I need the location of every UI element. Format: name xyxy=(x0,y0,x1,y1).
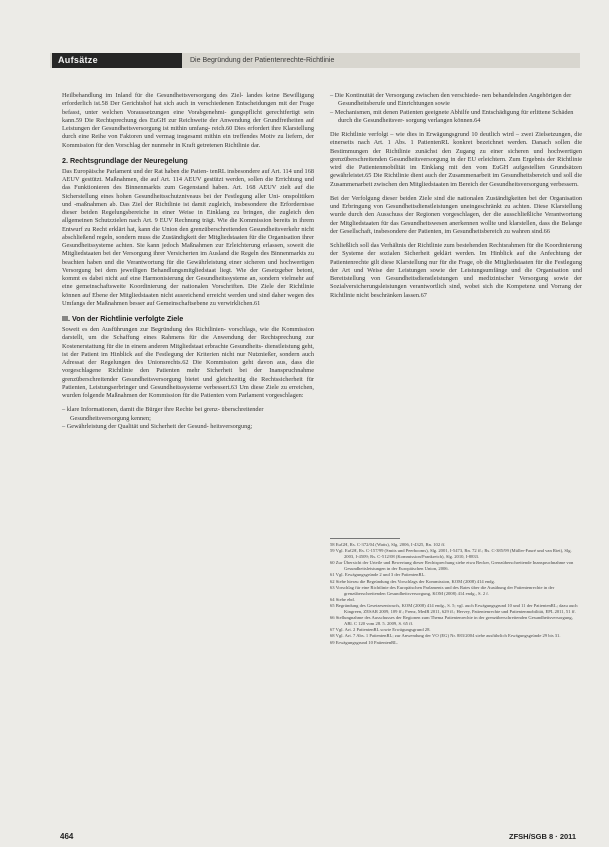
footnote: 61 Vgl. Erwägungsgründe 2 und 3 der PatientenRL. xyxy=(330,572,426,578)
footnote: 58 EuGH, Rs. C-372/04 (Watts), Slg. 2006, I-4325, Rn. 102 ff. xyxy=(330,542,446,547)
running-title: Die Begründung der Patientenrechte-Richtlinie xyxy=(190,57,335,64)
section-heading: 2. Rechtsgrundlage der Neuregelung xyxy=(62,155,188,165)
list-item: – Mechanismen, mit denen Patienten geeignete Abhilfe und Entschädigung für erlittene Schäden durch die Gesundheitsver- sorgung verlangen können.64 xyxy=(330,108,574,124)
section-tag-label: Aufsätze xyxy=(58,55,98,65)
right-column xyxy=(330,92,582,306)
footnote-divider xyxy=(330,538,400,539)
paragraph: Heilbehandlung im Inland für die Gesundheitsversorgung des Ziel- landes keine Bewilligung erforderlich ist.58 Der Gerichtshof hat sich auch in verschiedenen Entscheidungen mit der Frage befasst, unter welchen Voraussetzungen eine Vorabgenehmi- gungspflicht gerechtfertigt sein kann.59 Die Rechtsprechung des EuGH zur Reichweite der Anwendung der Grundfreiheiten auf Leistungen der Gesundheitsversorgung ist mithin umfang- reich.60 Dies erfordert ihre Klarstellung durch eine Reihe von Faktoren und vermag insgesamt mithin ein treffendes Motiv zu liefern, der Kommission für den Vorschlag der nunmehr in Kraft getretenen Richtlinie dar. xyxy=(62,92,314,149)
footnote: 68 Vgl. Art. 7 Abs. 1 PatientenRL; zur Anwendung der VO (EG) Nr. 883/2004 siehe ausführlich Erwägungsgründe 29 bis 31. xyxy=(330,633,561,639)
footnote: 67 Vgl. Art. 2 PatientenRL sowie Erwägungsgrund 28. xyxy=(330,627,431,633)
footnote: 64 Siehe ebd. xyxy=(330,596,355,602)
footnotes xyxy=(330,542,582,646)
left-column xyxy=(62,92,314,431)
section-heading: III. Von der Richtlinie verfolgte Ziele xyxy=(62,314,184,323)
footnote: 60 Zur Übersicht der Urteile und Bewertung dieser Rechtsprechung siehe etwa Becker, Grenzüberschreitende Inanspruchnahme von Gesundheitsleistungen in der Europäischen Union, 2006. xyxy=(330,560,574,572)
footnote: 62 Siehe hierzu die Begründung des Vorschlags der Kommission, KOM (2008) 414 endg. xyxy=(330,578,495,584)
paragraph: Die Richtlinie verfolgt – wie dies in Erwägungsgrund 10 deutlich wird – zwei Zielsetzungen, die einerseits nach Art. 1 Abs. 1 PatientenRL konkret bezeichnet werden. Danach sollen die Bestimmungen der Richtlinie zunächst den Zugang zu einer sicheren und hochwertigen grenzüberschreitenden Gesundheitsversorgung in der EU erleichtern. Zum Ergebnis der Richtlinie wird die Patientenmobilität im Einklang mit den vom EuGH aufgestellten Grundsätzen gewährleistet.65 Die Richtlinie dient auch der Zusammenarbeit im Gesundheitsbereich und soll die Zusammenarbeit zwischen den Mitgliedstaaten im Bereich der Gesundheitsversorgung verbessern. xyxy=(330,131,582,188)
footnote: 66 Stellungnahme des Ausschusses der Regionen zum Thema Patientenrechte in der grenzüberschreitenden Gesundheitsversorgung, ABl. C 120 vom 28. 5. 2009, S. 65 ff. xyxy=(330,615,573,627)
journal-citation: ZFSH/SGB 8 · 2011 xyxy=(509,832,577,841)
page-number: 464 xyxy=(60,832,74,841)
list-item: – Die Kontinuität der Versorgung zwischen den verschiede- nen behandelnden Angehörigen der Gesundheitsberufe und Einrichtungen sowie xyxy=(330,92,572,108)
paragraph: Das Europäische Parlament und der Rat haben die Patien- tenRL insbesondere auf Art. 114 und 168 AEUV gestützt. Maßnahmen, die auf Art. 114 AEUV gestützt werden, sollen die Errichtung und das Funktionieren des Binnenmarkts zum Gegenstand haben. Art. 168 AEUV zielt auf die Sicherstellung eines hohen Gesundheitsschutzniveaus bei der Festlegung aller Uni- onspolitiken und -maßnahmen ab. Das Ziel der Richtlinie ist damit zugleich, insbesondere die Erfordernisse dieser beiden Regelungsbereiche in einer Weise in Einklang zu bringen, die zugleich den allgemeinen Schutzzielen nach Art. 9 EUV Rechnung trägt. Wie die Kommission bereits in ihrem Entwurf zu Recht erklärt hat, kann die Union den grenzüberschreitenden Gesundheitsverkehr nicht abschließend regeln, sondern muss die Zuständigkeit der Mitgliedstaaten für die Organisation ihrer Gesundheitssysteme achten. Sie kann jedoch Maßnahmen zur Erleichterung erlassen, soweit die Mitgliedstaaten bei der Versorgung ihrer Versicherten im Ausland die Regeln des Binnenmarkts zu beachten haben und die Verantwortung für die Gewährleistung einer sicheren und hochwertigen Versorgung bei dem jeweiligen Behandlungsmitgliedstaat liegt. Wie der Gesetzgeber betont, kommt es dabei nicht auf eine Harmonisierung der Gesundheitssysteme an, sondern vielmehr auf eine gemeinschaftsweite Koordinierung der nationalen Vorschriften. Die Ziele der Richtlinie können auf Ebene der Mitgliedstaaten nicht ausreichend erreicht werden und sind daher wegen des Umfangs der Maßnahmen besser auf Gemeinschaftsebene zu verwirklichen.61 xyxy=(62,167,314,307)
footnote: 65 Begründung des Gesetzesentwurfs, KOM (2008) 414 endg., S. 5; vgl. auch Erwägungsgrund 10 und 11 der PatientenRL; dazu auch Kingreen, ZESAR 2009, 109 ff.; Frenz, MedR 2011, 629 ff.; Hervey, Patientenrechte und Patientenmobilität, EPL 2011, 51 ff. xyxy=(330,602,578,615)
paragraph: Soweit es den Ausführungen zur Begründung des Richtlinien- vorschlags, wie die Kommission darstellt, um die Schaffung eines Rahmens für die Anwendung der Rechtsprechung zur Kostenerstattung für die in einem anderen Mitgliedstaat erbrachte Gesundheits- dienstleistung geht, ist der Patient im Hinblick auf die Festlegung der Kriterien nicht nur Nutznießer, sondern auch Adressat der Regelungen des Unionsrechts.62 Die Kommission geht davon aus, dass die vorgeschlagene Richtlinie den Patienten mehr Sicherheit bei der Inanspruchnahme grenzüberschreitender Gesundheitsversorgung bietet und gleichzeitig die Rechtssicherheit für Patienten, Leistungserbringer und Gesundheitssysteme verbessert.63 Um diese Ziele zu erreichen, wurden folgende Maßnahmen der Kommission für die Patienten vom Parlament vorgeschlagen: xyxy=(62,326,314,399)
list-item: – klare Informationen, damit die Bürger ihre Rechte bei grenz- überschreitender Gesundheitsversorgung kennen; xyxy=(62,406,264,422)
footnote: 69 Erwägungsgrund 10 PatientenRL. xyxy=(330,639,399,645)
footnote: 63 Vorschlag für eine Richtlinie des Europäischen Parlaments und des Rates über die Ausübung der Patientenrechte in der grenzüberschreitenden Gesundheitsversorgung, KOM (2008) 414 endg., S. 2 f. xyxy=(330,584,555,596)
list-item: – Gewährleistung der Qualität und Sicherheit der Gesund- heitsversorgung; xyxy=(62,422,253,430)
paragraph: Schließlich soll das Verhältnis der Richtlinie zum bestehenden Rechtsrahmen für die Koordinierung der Systeme der sozialen Sicherheit geklärt werden. Im Hinblick auf die Anfechtung der Patientenrechte gilt diese Klarstellung nur für die Frage, ob die Mitgliedstaaten für die Festlegung der Art und Weise der Leistungen sowie der Leistungsumfänge und die Organisation und Bereitstellung von Gesundheitsdienstleistungen und medizinischer Versorgung sowie der Sozialversicherungsleistungen verantwortlich sind, wobei sich die Kompetenz und Vorrang der Richtlinie nicht beschränken lassen.67 xyxy=(330,242,582,299)
section-tag xyxy=(52,53,182,68)
footnote: 59 Vgl. EuGH, Rs. C-157/99 (Smits und Peerbooms), Slg. 2001, I-5473, Rn. 72 ff.; Rs. C-385/99 (Müller-Fauré und van Riet), Slg. 2003, I-4509; Rs. C-512/08 (Kommission/Frankreich), Slg. 2010, I-8833. xyxy=(330,548,572,560)
paragraph: Bei der Verfolgung dieser beiden Ziele sind die nationalen Zuständigkeiten bei der Organisation und Erbringung von Gesundheitsdienstleistungen uneingeschränkt zu achten. Diese Klarstellung wurde durch den Ausschuss der Regionen vorgeschlagen, der die ausschließliche Verantwortung der Mitgliedstaaten für das Gesundheitswesen anerkennen wollte und klarstellen, dass die Belange der Gesellschaft, insbesondere der Patienten, im Gesundheitsbereich zu wahren sind.66 xyxy=(330,194,582,235)
